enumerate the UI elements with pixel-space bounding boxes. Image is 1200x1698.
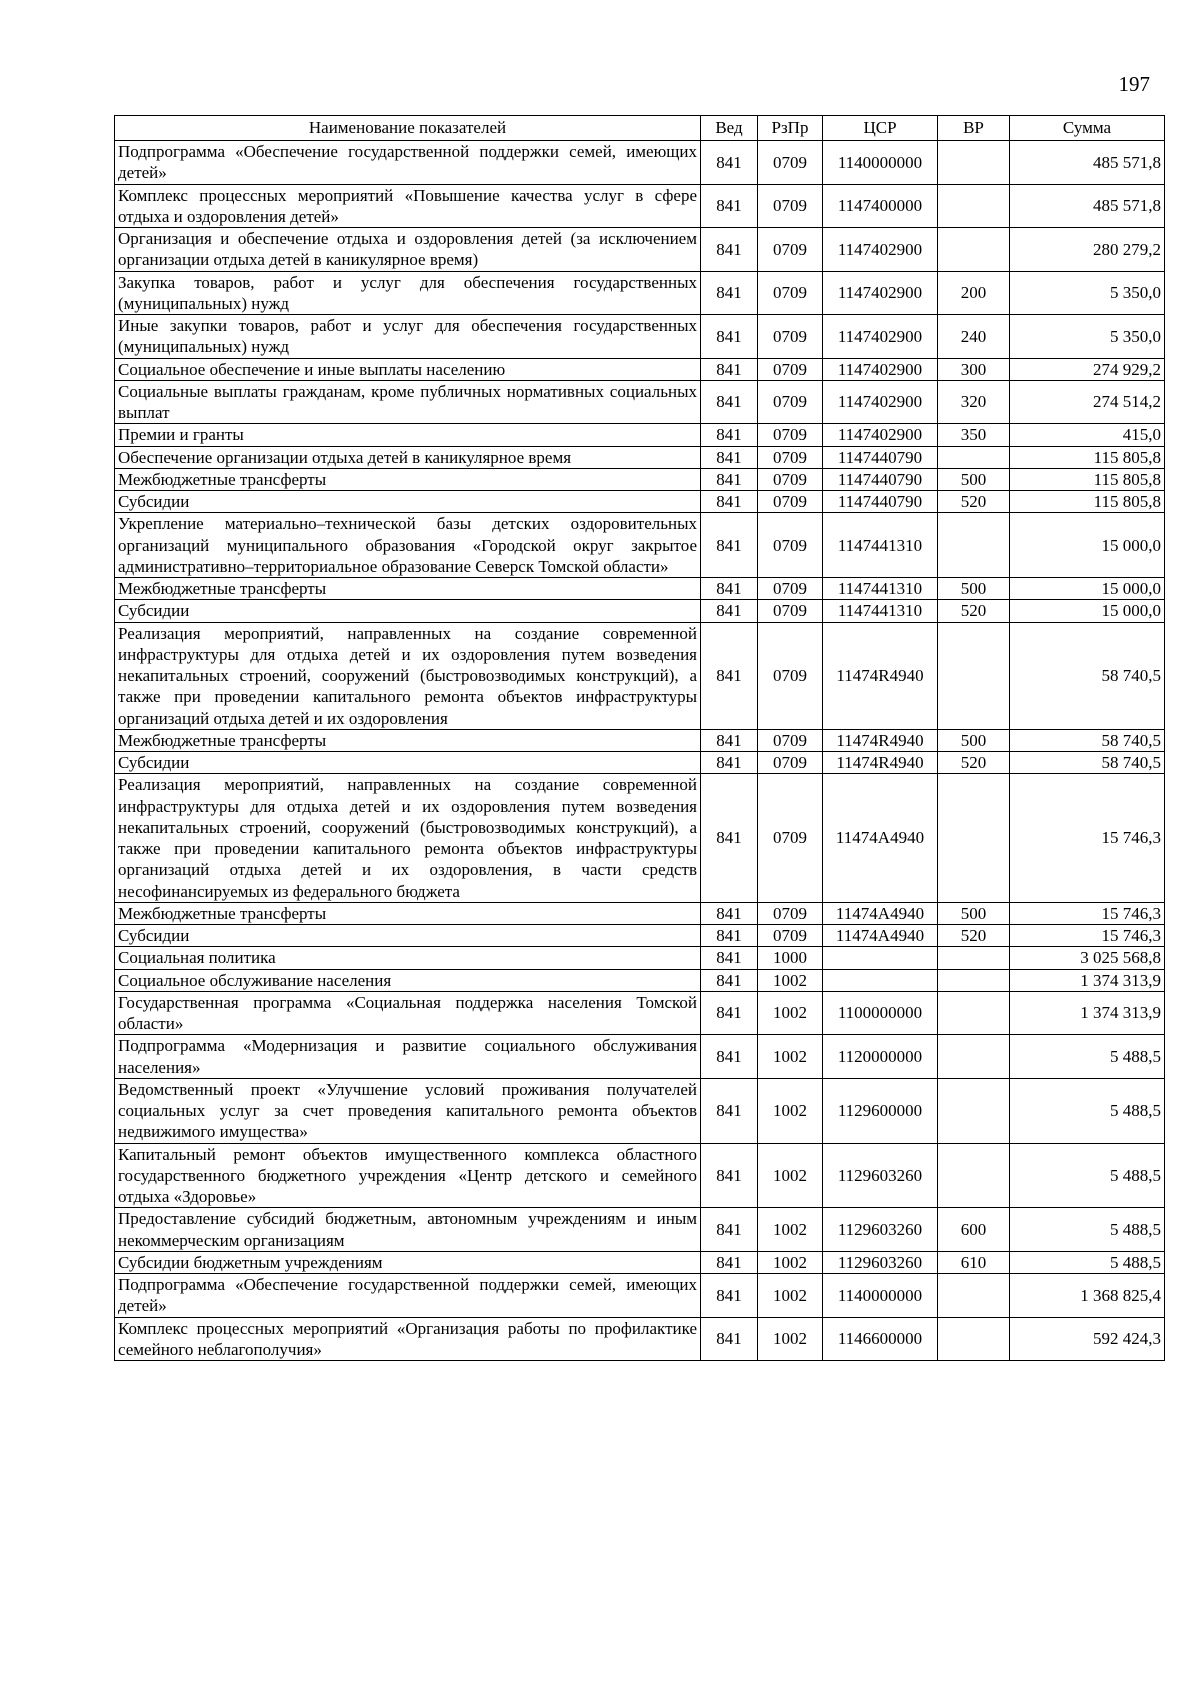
- cell-ved: 841: [701, 729, 758, 751]
- table-row: [115, 1251, 1165, 1273]
- cell-csr: 11474R4940: [823, 752, 938, 774]
- cell-sum: 280 279,2: [1010, 228, 1165, 272]
- cell-vr: [938, 1317, 1010, 1361]
- table-row: [115, 729, 1165, 751]
- cell-rzpr: 1002: [758, 991, 823, 1035]
- cell-sum: 5 488,5: [1010, 1035, 1165, 1079]
- cell-vr: 240: [938, 315, 1010, 359]
- cell-ved: 841: [701, 315, 758, 359]
- table-row: [115, 622, 1165, 729]
- header-sum: Сумма: [1010, 116, 1165, 141]
- cell-sum: 1 374 313,9: [1010, 969, 1165, 991]
- cell-csr: 1120000000: [823, 1035, 938, 1079]
- cell-csr: 1147400000: [823, 184, 938, 228]
- table-row: [115, 468, 1165, 490]
- cell-name: Ведомственный проект «Улучшение условий проживания получателей социальных услуг за счет проведения капитального ремонта объектов недвижимого имущества»: [115, 1078, 701, 1143]
- cell-vr: [938, 991, 1010, 1035]
- cell-ved: 841: [701, 1143, 758, 1208]
- cell-sum: 15 746,3: [1010, 902, 1165, 924]
- cell-ved: 841: [701, 141, 758, 185]
- cell-vr: [938, 774, 1010, 903]
- table-row: [115, 424, 1165, 446]
- cell-vr: [938, 1035, 1010, 1079]
- cell-rzpr: 0709: [758, 271, 823, 315]
- cell-sum: 58 740,5: [1010, 729, 1165, 751]
- cell-name: Государственная программа «Социальная поддержка населения Томской области»: [115, 991, 701, 1035]
- cell-sum: 15 746,3: [1010, 925, 1165, 947]
- cell-name: Закупка товаров, работ и услуг для обеспечения государственных (муниципальных) нужд: [115, 271, 701, 315]
- table-row: [115, 1274, 1165, 1318]
- cell-vr: 300: [938, 358, 1010, 380]
- cell-vr: [938, 1143, 1010, 1208]
- cell-rzpr: 0709: [758, 491, 823, 513]
- cell-csr: 1147402900: [823, 380, 938, 424]
- cell-ved: 841: [701, 271, 758, 315]
- cell-rzpr: 0709: [758, 925, 823, 947]
- cell-vr: [938, 969, 1010, 991]
- cell-vr: 500: [938, 729, 1010, 751]
- table-row: [115, 1208, 1165, 1252]
- cell-ved: 841: [701, 446, 758, 468]
- cell-csr: 1147441310: [823, 578, 938, 600]
- cell-ved: 841: [701, 969, 758, 991]
- cell-name: Укрепление материально–технической базы детских оздоровительных организаций муниципального образования «Городской округ закрытое административно–территориальное образование Северск Томской области»: [115, 513, 701, 578]
- page-number: 197: [1118, 72, 1150, 96]
- cell-name: Иные закупки товаров, работ и услуг для обеспечения государственных (муниципальных) нужд: [115, 315, 701, 359]
- cell-vr: [938, 1274, 1010, 1318]
- cell-csr: 1129603260: [823, 1143, 938, 1208]
- cell-vr: 520: [938, 752, 1010, 774]
- cell-csr: 1147402900: [823, 228, 938, 272]
- cell-sum: 5 488,5: [1010, 1078, 1165, 1143]
- cell-vr: 600: [938, 1208, 1010, 1252]
- header-ved: Вед: [701, 116, 758, 141]
- cell-ved: 841: [701, 424, 758, 446]
- cell-rzpr: 1002: [758, 1143, 823, 1208]
- table-row: [115, 600, 1165, 622]
- cell-name: Социальное обслуживание населения: [115, 969, 701, 991]
- table-row: [115, 380, 1165, 424]
- cell-csr: 11474A4940: [823, 925, 938, 947]
- cell-rzpr: 0709: [758, 774, 823, 903]
- cell-ved: 841: [701, 752, 758, 774]
- cell-vr: [938, 446, 1010, 468]
- cell-ved: 841: [701, 491, 758, 513]
- cell-sum: 58 740,5: [1010, 752, 1165, 774]
- cell-rzpr: 0709: [758, 513, 823, 578]
- cell-csr: 1147402900: [823, 315, 938, 359]
- cell-sum: 15 000,0: [1010, 513, 1165, 578]
- cell-name: Социальная политика: [115, 947, 701, 969]
- header-csr: ЦСР: [823, 116, 938, 141]
- cell-csr: 1147440790: [823, 491, 938, 513]
- table-row: [115, 228, 1165, 272]
- cell-name: Межбюджетные трансферты: [115, 468, 701, 490]
- cell-vr: 520: [938, 600, 1010, 622]
- cell-csr: 1147441310: [823, 600, 938, 622]
- table-row: [115, 1143, 1165, 1208]
- cell-vr: [938, 622, 1010, 729]
- table-row: [115, 358, 1165, 380]
- cell-csr: 1129603260: [823, 1208, 938, 1252]
- cell-name: Субсидии: [115, 600, 701, 622]
- cell-name: Предоставление субсидий бюджетным, автономным учреждениям и иным некоммерческим организациям: [115, 1208, 701, 1252]
- cell-rzpr: 0709: [758, 729, 823, 751]
- cell-sum: 115 805,8: [1010, 468, 1165, 490]
- cell-sum: 5 488,5: [1010, 1208, 1165, 1252]
- table-row: [115, 1078, 1165, 1143]
- cell-sum: 3 025 568,8: [1010, 947, 1165, 969]
- cell-vr: 200: [938, 271, 1010, 315]
- cell-csr: 1147440790: [823, 468, 938, 490]
- cell-sum: 58 740,5: [1010, 622, 1165, 729]
- cell-csr: 1147402900: [823, 424, 938, 446]
- cell-vr: [938, 1078, 1010, 1143]
- cell-sum: 5 350,0: [1010, 271, 1165, 315]
- cell-ved: 841: [701, 228, 758, 272]
- cell-name: Субсидии: [115, 752, 701, 774]
- cell-rzpr: 0709: [758, 600, 823, 622]
- cell-rzpr: 1002: [758, 1208, 823, 1252]
- cell-csr: 11474A4940: [823, 774, 938, 903]
- cell-vr: 610: [938, 1251, 1010, 1273]
- header-name: Наименование показателей: [115, 116, 701, 141]
- cell-name: Подпрограмма «Обеспечение государственной поддержки семей, имеющих детей»: [115, 141, 701, 185]
- cell-rzpr: 0709: [758, 578, 823, 600]
- cell-vr: 500: [938, 902, 1010, 924]
- cell-rzpr: 1002: [758, 969, 823, 991]
- cell-ved: 841: [701, 925, 758, 947]
- cell-rzpr: 1002: [758, 1317, 823, 1361]
- cell-csr: [823, 947, 938, 969]
- table-row: [115, 513, 1165, 578]
- cell-name: Субсидии бюджетным учреждениям: [115, 1251, 701, 1273]
- cell-sum: 592 424,3: [1010, 1317, 1165, 1361]
- cell-rzpr: 0709: [758, 468, 823, 490]
- table-row: [115, 902, 1165, 924]
- cell-ved: 841: [701, 578, 758, 600]
- cell-sum: 485 571,8: [1010, 184, 1165, 228]
- cell-csr: 1140000000: [823, 1274, 938, 1318]
- cell-sum: 115 805,8: [1010, 491, 1165, 513]
- cell-rzpr: 1002: [758, 1251, 823, 1273]
- cell-ved: 841: [701, 468, 758, 490]
- cell-vr: 520: [938, 491, 1010, 513]
- cell-sum: 15 746,3: [1010, 774, 1165, 903]
- table-row: [115, 925, 1165, 947]
- cell-name: Подпрограмма «Обеспечение государственной поддержки семей, имеющих детей»: [115, 1274, 701, 1318]
- cell-name: Социальное обеспечение и иные выплаты населению: [115, 358, 701, 380]
- cell-vr: [938, 141, 1010, 185]
- cell-name: Премии и гранты: [115, 424, 701, 446]
- cell-name: Комплекс процессных мероприятий «Повышение качества услуг в сфере отдыха и оздоровления детей»: [115, 184, 701, 228]
- table-row: [115, 774, 1165, 903]
- cell-rzpr: 1002: [758, 1078, 823, 1143]
- cell-csr: 1129603260: [823, 1251, 938, 1273]
- cell-ved: 841: [701, 1078, 758, 1143]
- cell-rzpr: 0709: [758, 622, 823, 729]
- table-row: [115, 141, 1165, 185]
- cell-name: Социальные выплаты гражданам, кроме публичных нормативных социальных выплат: [115, 380, 701, 424]
- cell-name: Организация и обеспечение отдыха и оздоровления детей (за исключением организации отдыха детей в каникулярное время): [115, 228, 701, 272]
- table-row: [115, 969, 1165, 991]
- cell-csr: 11474R4940: [823, 729, 938, 751]
- cell-csr: 1147402900: [823, 271, 938, 315]
- cell-csr: 1147441310: [823, 513, 938, 578]
- cell-rzpr: 0709: [758, 752, 823, 774]
- cell-vr: 350: [938, 424, 1010, 446]
- table-header-row: [115, 116, 1165, 141]
- table-row: [115, 315, 1165, 359]
- cell-ved: 841: [701, 1251, 758, 1273]
- cell-csr: 1147440790: [823, 446, 938, 468]
- cell-sum: 485 571,8: [1010, 141, 1165, 185]
- cell-csr: 1140000000: [823, 141, 938, 185]
- cell-rzpr: 1000: [758, 947, 823, 969]
- cell-csr: 1146600000: [823, 1317, 938, 1361]
- header-vr: ВР: [938, 116, 1010, 141]
- table-row: [115, 752, 1165, 774]
- cell-rzpr: 0709: [758, 228, 823, 272]
- cell-sum: 415,0: [1010, 424, 1165, 446]
- cell-rzpr: 0709: [758, 315, 823, 359]
- cell-name: Субсидии: [115, 491, 701, 513]
- cell-sum: 1 374 313,9: [1010, 991, 1165, 1035]
- cell-ved: 841: [701, 380, 758, 424]
- table-row: [115, 184, 1165, 228]
- cell-csr: [823, 969, 938, 991]
- table-row: [115, 578, 1165, 600]
- cell-rzpr: 0709: [758, 446, 823, 468]
- cell-ved: 841: [701, 902, 758, 924]
- cell-sum: 5 488,5: [1010, 1143, 1165, 1208]
- cell-sum: 115 805,8: [1010, 446, 1165, 468]
- cell-vr: [938, 228, 1010, 272]
- cell-ved: 841: [701, 947, 758, 969]
- cell-sum: 274 929,2: [1010, 358, 1165, 380]
- table-row: [115, 491, 1165, 513]
- cell-vr: 500: [938, 578, 1010, 600]
- table-row: [115, 991, 1165, 1035]
- cell-csr: 1129600000: [823, 1078, 938, 1143]
- table-row: [115, 271, 1165, 315]
- table-row: [115, 1035, 1165, 1079]
- cell-name: Комплекс процессных мероприятий «Организация работы по профилактике семейного неблагополучия»: [115, 1317, 701, 1361]
- table-row: [115, 947, 1165, 969]
- cell-rzpr: 0709: [758, 380, 823, 424]
- table-row: [115, 446, 1165, 468]
- cell-rzpr: 1002: [758, 1035, 823, 1079]
- cell-rzpr: 0709: [758, 184, 823, 228]
- cell-ved: 841: [701, 774, 758, 903]
- cell-sum: 5 488,5: [1010, 1251, 1165, 1273]
- cell-name: Межбюджетные трансферты: [115, 902, 701, 924]
- cell-vr: 320: [938, 380, 1010, 424]
- cell-name: Межбюджетные трансферты: [115, 578, 701, 600]
- cell-ved: 841: [701, 600, 758, 622]
- cell-ved: 841: [701, 991, 758, 1035]
- cell-rzpr: 0709: [758, 141, 823, 185]
- table-body: [115, 141, 1165, 1361]
- cell-name: Капитальный ремонт объектов имущественного комплекса областного государственного бюджетного учреждения «Центр детского и семейного отдыха «Здоровье»: [115, 1143, 701, 1208]
- cell-vr: 520: [938, 925, 1010, 947]
- cell-rzpr: 0709: [758, 424, 823, 446]
- cell-vr: [938, 947, 1010, 969]
- table-row: [115, 1317, 1165, 1361]
- cell-ved: 841: [701, 513, 758, 578]
- cell-sum: 274 514,2: [1010, 380, 1165, 424]
- cell-csr: 11474R4940: [823, 622, 938, 729]
- cell-ved: 841: [701, 1208, 758, 1252]
- cell-rzpr: 1002: [758, 1274, 823, 1318]
- cell-sum: 5 350,0: [1010, 315, 1165, 359]
- cell-vr: [938, 513, 1010, 578]
- cell-ved: 841: [701, 184, 758, 228]
- cell-ved: 841: [701, 1317, 758, 1361]
- cell-rzpr: 0709: [758, 358, 823, 380]
- cell-vr: [938, 184, 1010, 228]
- cell-sum: 15 000,0: [1010, 600, 1165, 622]
- cell-csr: 1100000000: [823, 991, 938, 1035]
- cell-csr: 1147402900: [823, 358, 938, 380]
- cell-name: Подпрограмма «Модернизация и развитие социального обслуживания населения»: [115, 1035, 701, 1079]
- cell-name: Реализация мероприятий, направленных на создание современной инфраструктуры для отдыха детей и их оздоровления путем возведения некапитальных строений, сооружений (быстровозводимых конструкций), а также при проведении капитального ремонта объектов инфраструктуры организаций отдыха детей и их оздоровления, в части средств несофинансируемых из федерального бюджета: [115, 774, 701, 903]
- cell-vr: 500: [938, 468, 1010, 490]
- cell-ved: 841: [701, 1035, 758, 1079]
- cell-name: Межбюджетные трансферты: [115, 729, 701, 751]
- cell-ved: 841: [701, 622, 758, 729]
- cell-name: Субсидии: [115, 925, 701, 947]
- cell-csr: 11474A4940: [823, 902, 938, 924]
- header-rzpr: РзПр: [758, 116, 823, 141]
- cell-sum: 15 000,0: [1010, 578, 1165, 600]
- cell-name: Обеспечение организации отдыха детей в каникулярное время: [115, 446, 701, 468]
- cell-ved: 841: [701, 358, 758, 380]
- budget-table: [114, 115, 1165, 1361]
- cell-sum: 1 368 825,4: [1010, 1274, 1165, 1318]
- cell-name: Реализация мероприятий, направленных на создание современной инфраструктуры для отдыха детей и их оздоровления путем возведения некапитальных строений, сооружений (быстровозводимых конструкций), а также при проведении капитального ремонта объектов инфраструктуры организаций отдыха детей и их оздоровления: [115, 622, 701, 729]
- cell-ved: 841: [701, 1274, 758, 1318]
- cell-rzpr: 0709: [758, 902, 823, 924]
